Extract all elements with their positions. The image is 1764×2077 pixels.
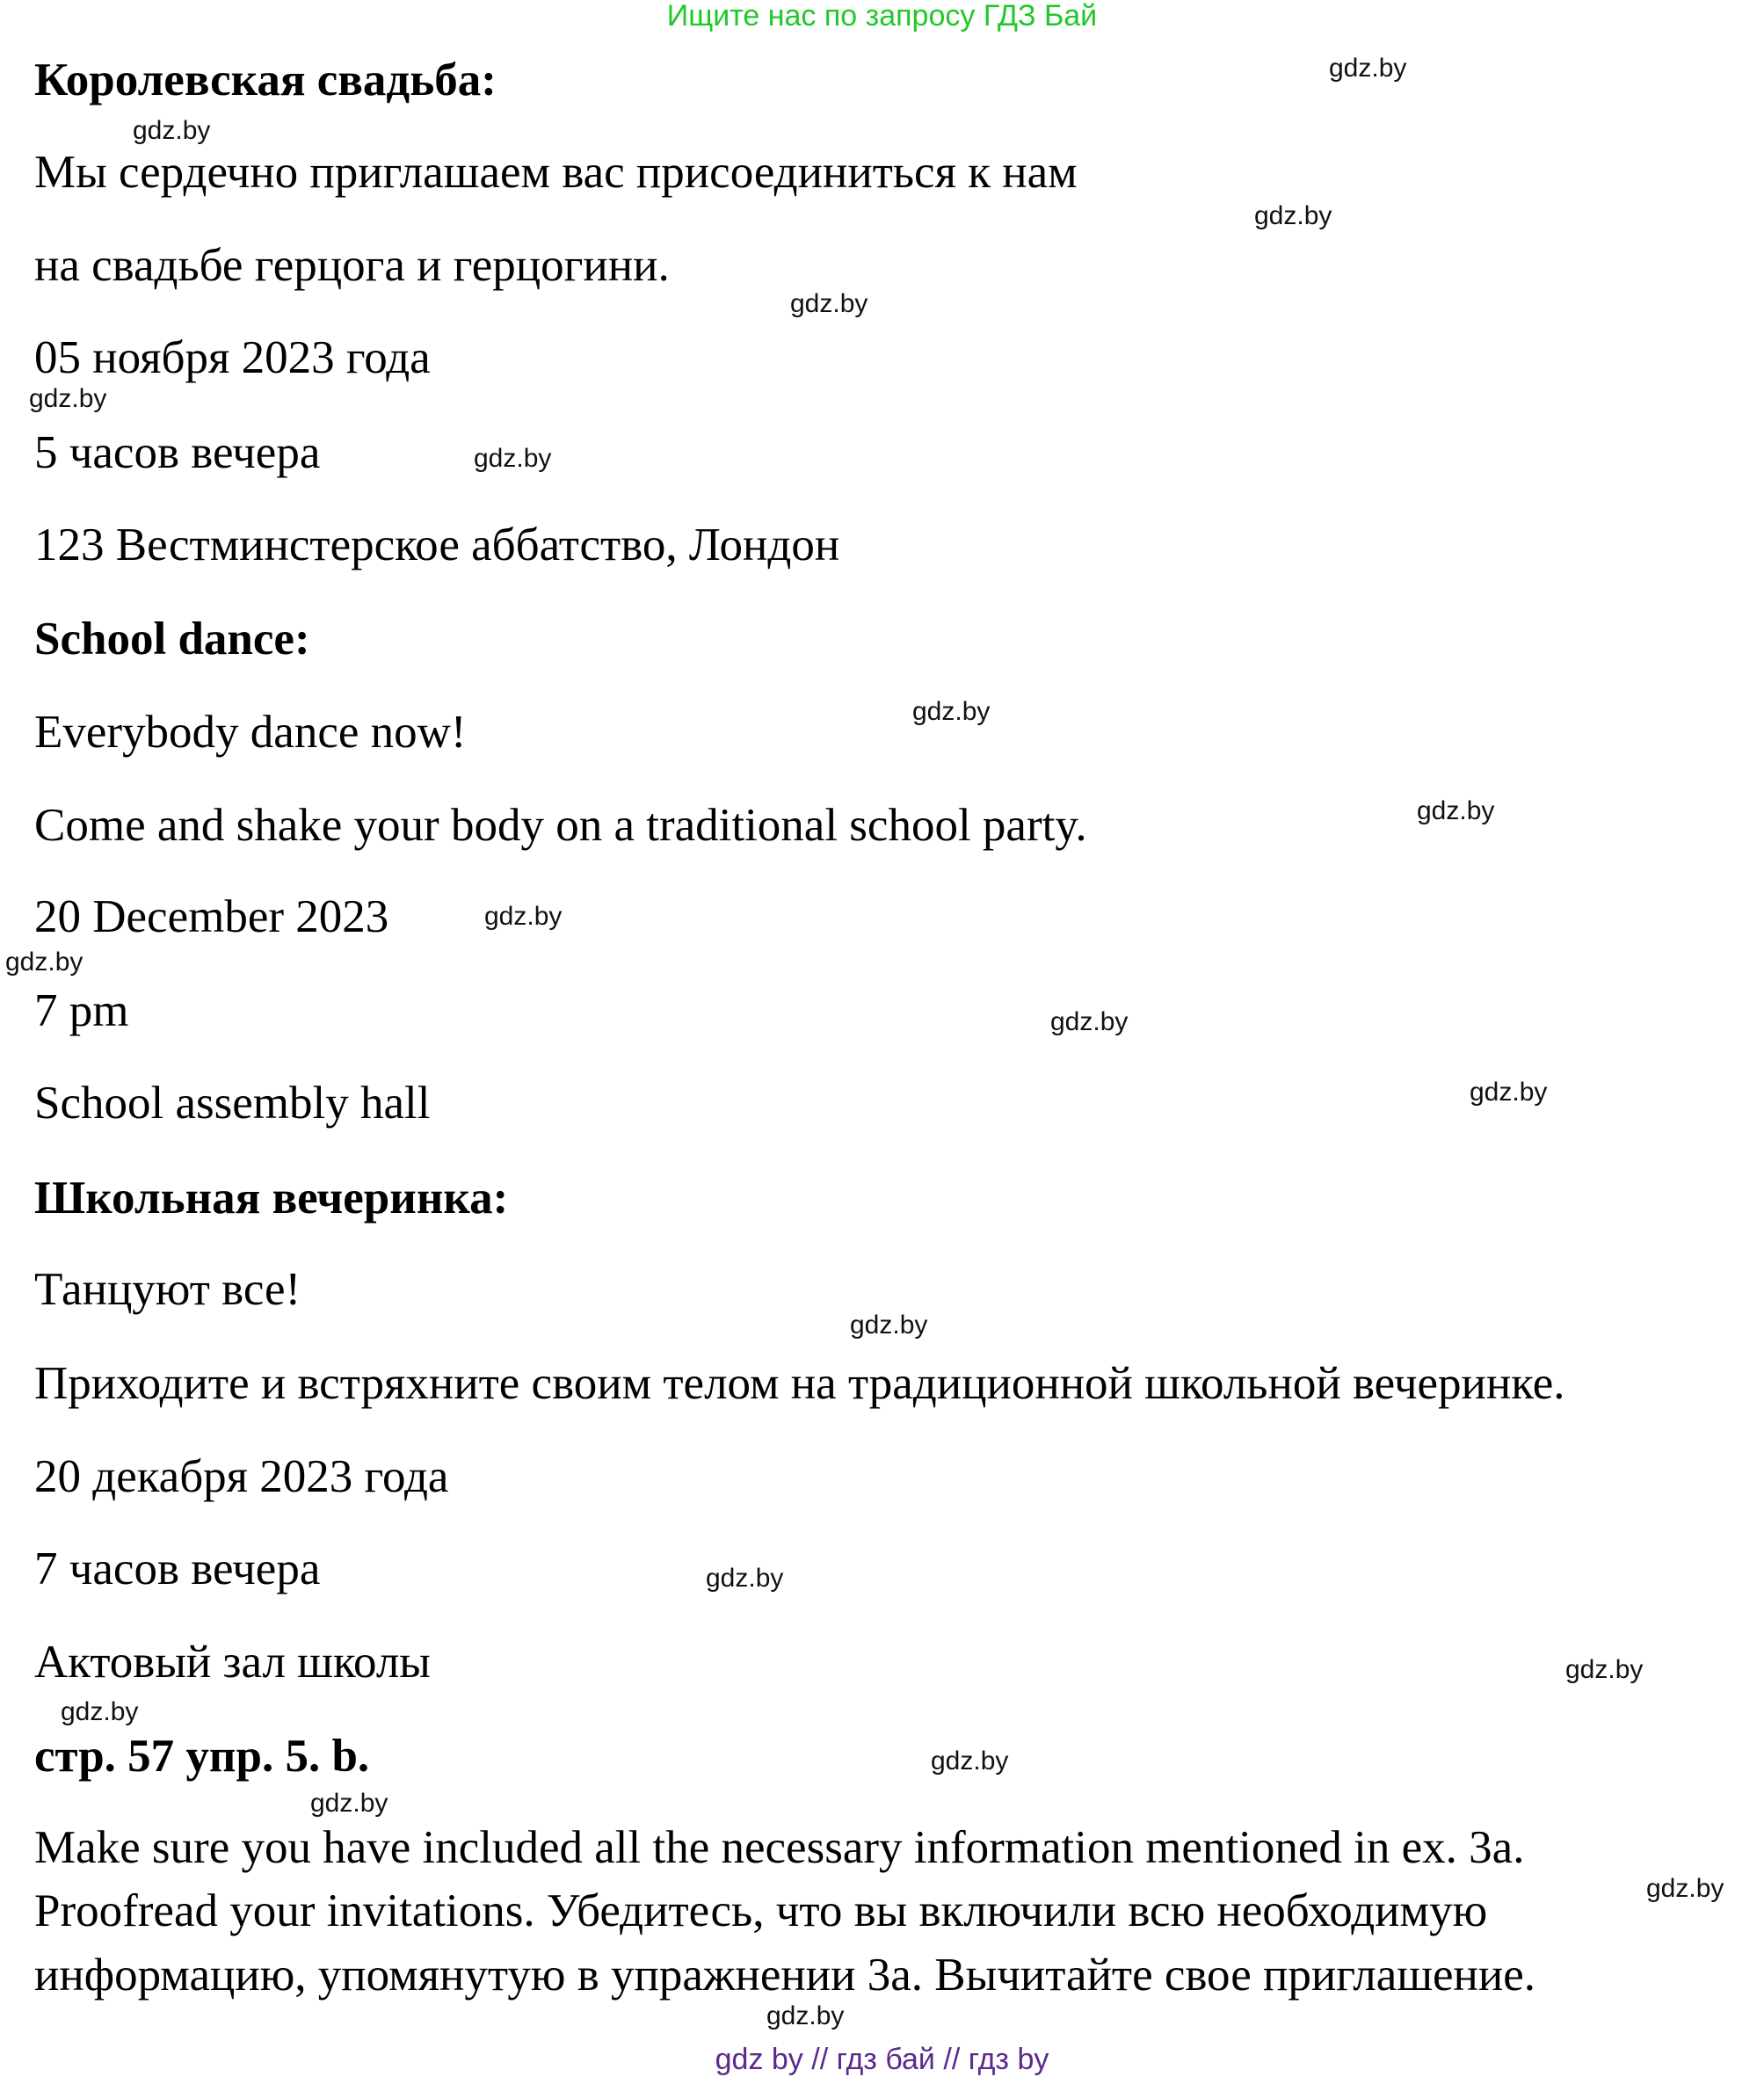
watermark: gdz.by bbox=[1417, 796, 1495, 825]
heading-school-party: Школьная вечеринка: bbox=[34, 1173, 509, 1224]
text-line: Proofread your invitations. Убедитесь, что вы включили всю необходимую bbox=[34, 1885, 1488, 1936]
watermark: gdz.by bbox=[310, 1789, 388, 1818]
text-line: Мы сердечно приглашаем вас присоединиться к нам bbox=[34, 147, 1078, 198]
watermark: gdz.by bbox=[790, 289, 868, 318]
watermark: gdz.by bbox=[1565, 1655, 1644, 1684]
search-banner[interactable]: Ищите нас по запросу ГДЗ Бай bbox=[666, 0, 1098, 33]
text-line: 123 Вестминстерское аббатство, Лондон bbox=[34, 519, 840, 570]
heading-royal-wedding: Королевская свадьба: bbox=[34, 54, 497, 105]
text-line: 5 часов вечера bbox=[34, 427, 321, 478]
text-line: 7 pm bbox=[34, 985, 129, 1036]
watermark: gdz.by bbox=[29, 384, 107, 413]
heading-exercise: стр. 57 упр. 5. b. bbox=[34, 1731, 370, 1782]
watermark: gdz.by bbox=[766, 2001, 845, 2030]
text-line: Актовый зал школы bbox=[34, 1637, 431, 1688]
watermark: gdz.by bbox=[133, 116, 211, 145]
text-line: Приходите и встряхните своим телом на традиционной школьной вечеринке. bbox=[34, 1358, 1565, 1409]
text-line: информацию, упомянутую в упражнении 3а. Вычитайте свое приглашение. bbox=[34, 1950, 1536, 2001]
text-line: Come and shake your body on a traditional school party. bbox=[34, 800, 1087, 851]
watermark: gdz.by bbox=[484, 902, 563, 931]
text-line: 05 ноября 2023 года bbox=[34, 332, 431, 383]
watermark: gdz.by bbox=[1470, 1078, 1548, 1107]
watermark: gdz.by bbox=[1254, 201, 1332, 230]
watermark: gdz.by bbox=[850, 1311, 928, 1340]
heading-school-dance: School dance: bbox=[34, 614, 310, 664]
text-line: 20 декабря 2023 года bbox=[34, 1451, 449, 1502]
watermark: gdz.by bbox=[474, 444, 552, 473]
watermark: gdz.by bbox=[706, 1564, 784, 1593]
text-line: 7 часов вечера bbox=[34, 1543, 321, 1594]
text-line: Everybody dance now! bbox=[34, 707, 467, 758]
watermark: gdz.by bbox=[1050, 1007, 1129, 1036]
text-line: School assembly hall bbox=[34, 1078, 431, 1129]
watermark: gdz.by bbox=[912, 697, 991, 726]
text-line: на свадьбе герцога и герцогини. bbox=[34, 240, 670, 291]
watermark: gdz.by bbox=[61, 1697, 139, 1726]
watermark: gdz.by bbox=[1329, 54, 1407, 83]
watermark: gdz.by bbox=[931, 1747, 1009, 1776]
footer-links[interactable]: gdz by // гдз бай // гдз by bbox=[715, 2043, 1049, 2076]
text-line: 20 December 2023 bbox=[34, 891, 389, 942]
text-line: Танцуют все! bbox=[34, 1264, 301, 1315]
watermark: gdz.by bbox=[1646, 1874, 1724, 1903]
text-line: Make sure you have included all the necessary information mentioned in ex. 3a. bbox=[34, 1822, 1525, 1873]
watermark: gdz.by bbox=[5, 948, 83, 977]
